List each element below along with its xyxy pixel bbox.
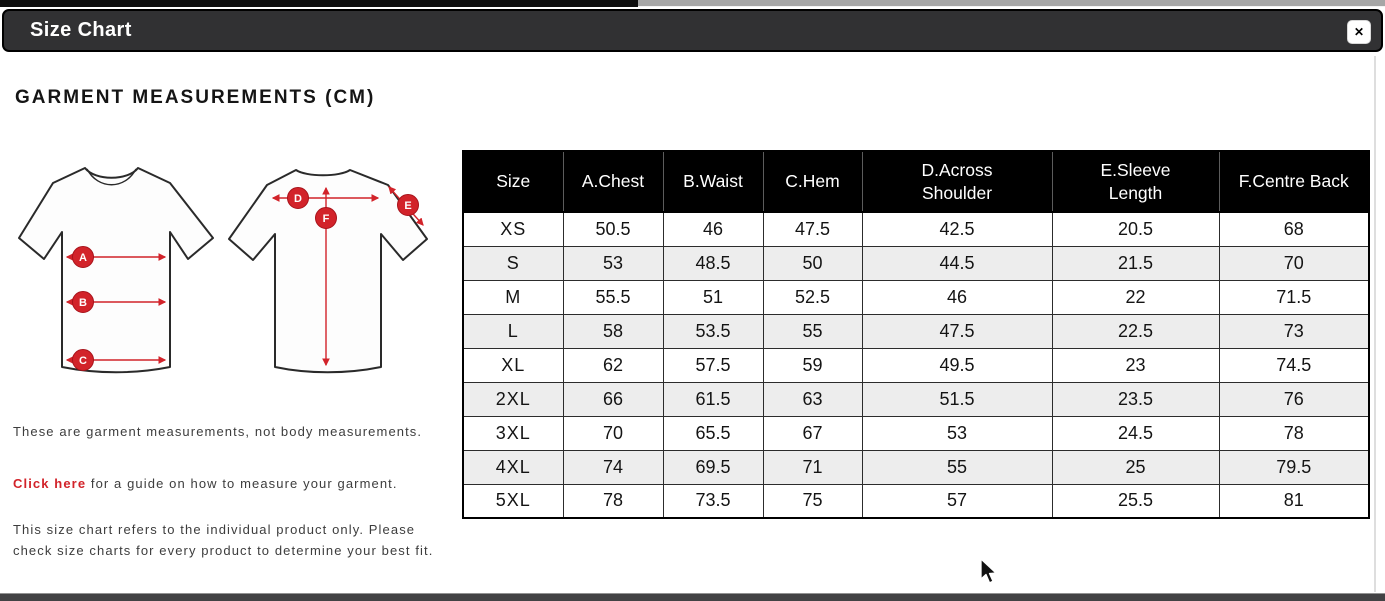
table-cell: 55 [763, 314, 862, 348]
mouse-cursor [976, 557, 998, 587]
column-header: D.Across Shoulder [862, 151, 1052, 212]
table-row [463, 212, 1369, 246]
page-top-strip-light [638, 0, 1385, 7]
table-cell: 61.5 [663, 382, 763, 416]
table-cell: 25 [1052, 450, 1219, 484]
page-top-strip-dark [0, 0, 638, 7]
table-cell: 47.5 [763, 212, 862, 246]
size-table-container [462, 150, 1370, 519]
close-icon[interactable]: ✕ [1347, 20, 1371, 44]
table-cell: 48.5 [663, 246, 763, 280]
table-cell: 4XL [463, 450, 563, 484]
table-cell: 51 [663, 280, 763, 314]
page-bottom-strip [0, 593, 1385, 601]
table-cell: 73.5 [663, 484, 763, 518]
table-row [463, 450, 1369, 484]
table-cell: 70 [563, 416, 663, 450]
table-cell: 21.5 [1052, 246, 1219, 280]
table-cell: 71.5 [1219, 280, 1369, 314]
column-header: Size [463, 151, 563, 212]
table-cell: 22.5 [1052, 314, 1219, 348]
table-cell: 75 [763, 484, 862, 518]
table-row [463, 348, 1369, 382]
modal-titlebar [2, 9, 1383, 52]
table-cell: 23 [1052, 348, 1219, 382]
tshirt-back-outline [229, 170, 427, 372]
table-cell: 53 [862, 416, 1052, 450]
table-cell: 76 [1219, 382, 1369, 416]
table-cell: 47.5 [862, 314, 1052, 348]
column-header: C.Hem [763, 151, 862, 212]
table-cell: 2XL [463, 382, 563, 416]
size-table [462, 150, 1370, 519]
label-a: A [79, 252, 87, 264]
table-cell: 53.5 [663, 314, 763, 348]
note-measure-guide-text: for a guide on how to measure your garment. [86, 476, 398, 491]
table-cell: 51.5 [862, 382, 1052, 416]
table-cell: 25.5 [1052, 484, 1219, 518]
table-cell: 52.5 [763, 280, 862, 314]
label-d: D [294, 193, 302, 205]
table-cell: XL [463, 348, 563, 382]
front-measurement-labels [73, 247, 94, 371]
table-cell: 5XL [463, 484, 563, 518]
table-row [463, 382, 1369, 416]
click-here-link[interactable]: Click here [13, 476, 87, 491]
table-cell: 55.5 [563, 280, 663, 314]
table-cell: 70 [1219, 246, 1369, 280]
table-cell: 57 [862, 484, 1052, 518]
column-header: B.Waist [663, 151, 763, 212]
table-cell: 49.5 [862, 348, 1052, 382]
table-cell: 73 [1219, 314, 1369, 348]
table-cell: 46 [862, 280, 1052, 314]
table-cell: 42.5 [862, 212, 1052, 246]
table-cell: 44.5 [862, 246, 1052, 280]
table-row [463, 484, 1369, 518]
table-cell: 57.5 [663, 348, 763, 382]
table-cell: XS [463, 212, 563, 246]
note-measure-guide [13, 473, 438, 494]
table-cell: 24.5 [1052, 416, 1219, 450]
table-cell: M [463, 280, 563, 314]
page-title: GARMENT MEASUREMENTS (CM) [15, 87, 376, 108]
table-cell: 71 [763, 450, 862, 484]
tshirt-measurement-diagram [10, 158, 450, 390]
label-e: E [404, 200, 412, 212]
table-row [463, 246, 1369, 280]
table-cell: 55 [862, 450, 1052, 484]
note-individual-product: This size chart refers to the individual product only. Please check size charts for every product to determine your best fit. [13, 522, 434, 558]
table-cell: 53 [563, 246, 663, 280]
tshirt-front-outline [19, 168, 213, 372]
table-cell: 67 [763, 416, 862, 450]
table-cell: 69.5 [663, 450, 763, 484]
table-cell: 63 [763, 382, 862, 416]
table-cell: 50 [763, 246, 862, 280]
table-cell: 20.5 [1052, 212, 1219, 246]
label-f: F [322, 213, 330, 225]
table-header-row [463, 151, 1369, 212]
table-row [463, 416, 1369, 450]
table-cell: 59 [763, 348, 862, 382]
table-cell: 23.5 [1052, 382, 1219, 416]
label-c: C [79, 355, 87, 367]
table-cell: 62 [563, 348, 663, 382]
column-header: F.Centre Back [1219, 151, 1369, 212]
table-row [463, 280, 1369, 314]
table-row [463, 314, 1369, 348]
table-cell: 81 [1219, 484, 1369, 518]
table-cell: 79.5 [1219, 450, 1369, 484]
table-cell: 50.5 [563, 212, 663, 246]
table-cell: 74.5 [1219, 348, 1369, 382]
table-cell: 78 [563, 484, 663, 518]
page-edge-line [1374, 56, 1376, 592]
note-garment-measurements: These are garment measurements, not body measurements. [13, 424, 423, 439]
table-cell: 58 [563, 314, 663, 348]
table-cell: L [463, 314, 563, 348]
modal-title: Size Chart [30, 19, 132, 41]
table-cell: 68 [1219, 212, 1369, 246]
table-cell: 3XL [463, 416, 563, 450]
table-cell: 66 [563, 382, 663, 416]
table-cell: 22 [1052, 280, 1219, 314]
column-header: E.Sleeve Length [1052, 151, 1219, 212]
table-cell: 46 [663, 212, 763, 246]
table-cell: 65.5 [663, 416, 763, 450]
table-cell: 74 [563, 450, 663, 484]
table-cell: 78 [1219, 416, 1369, 450]
table-cell: S [463, 246, 563, 280]
label-b: B [79, 297, 87, 309]
column-header: A.Chest [563, 151, 663, 212]
